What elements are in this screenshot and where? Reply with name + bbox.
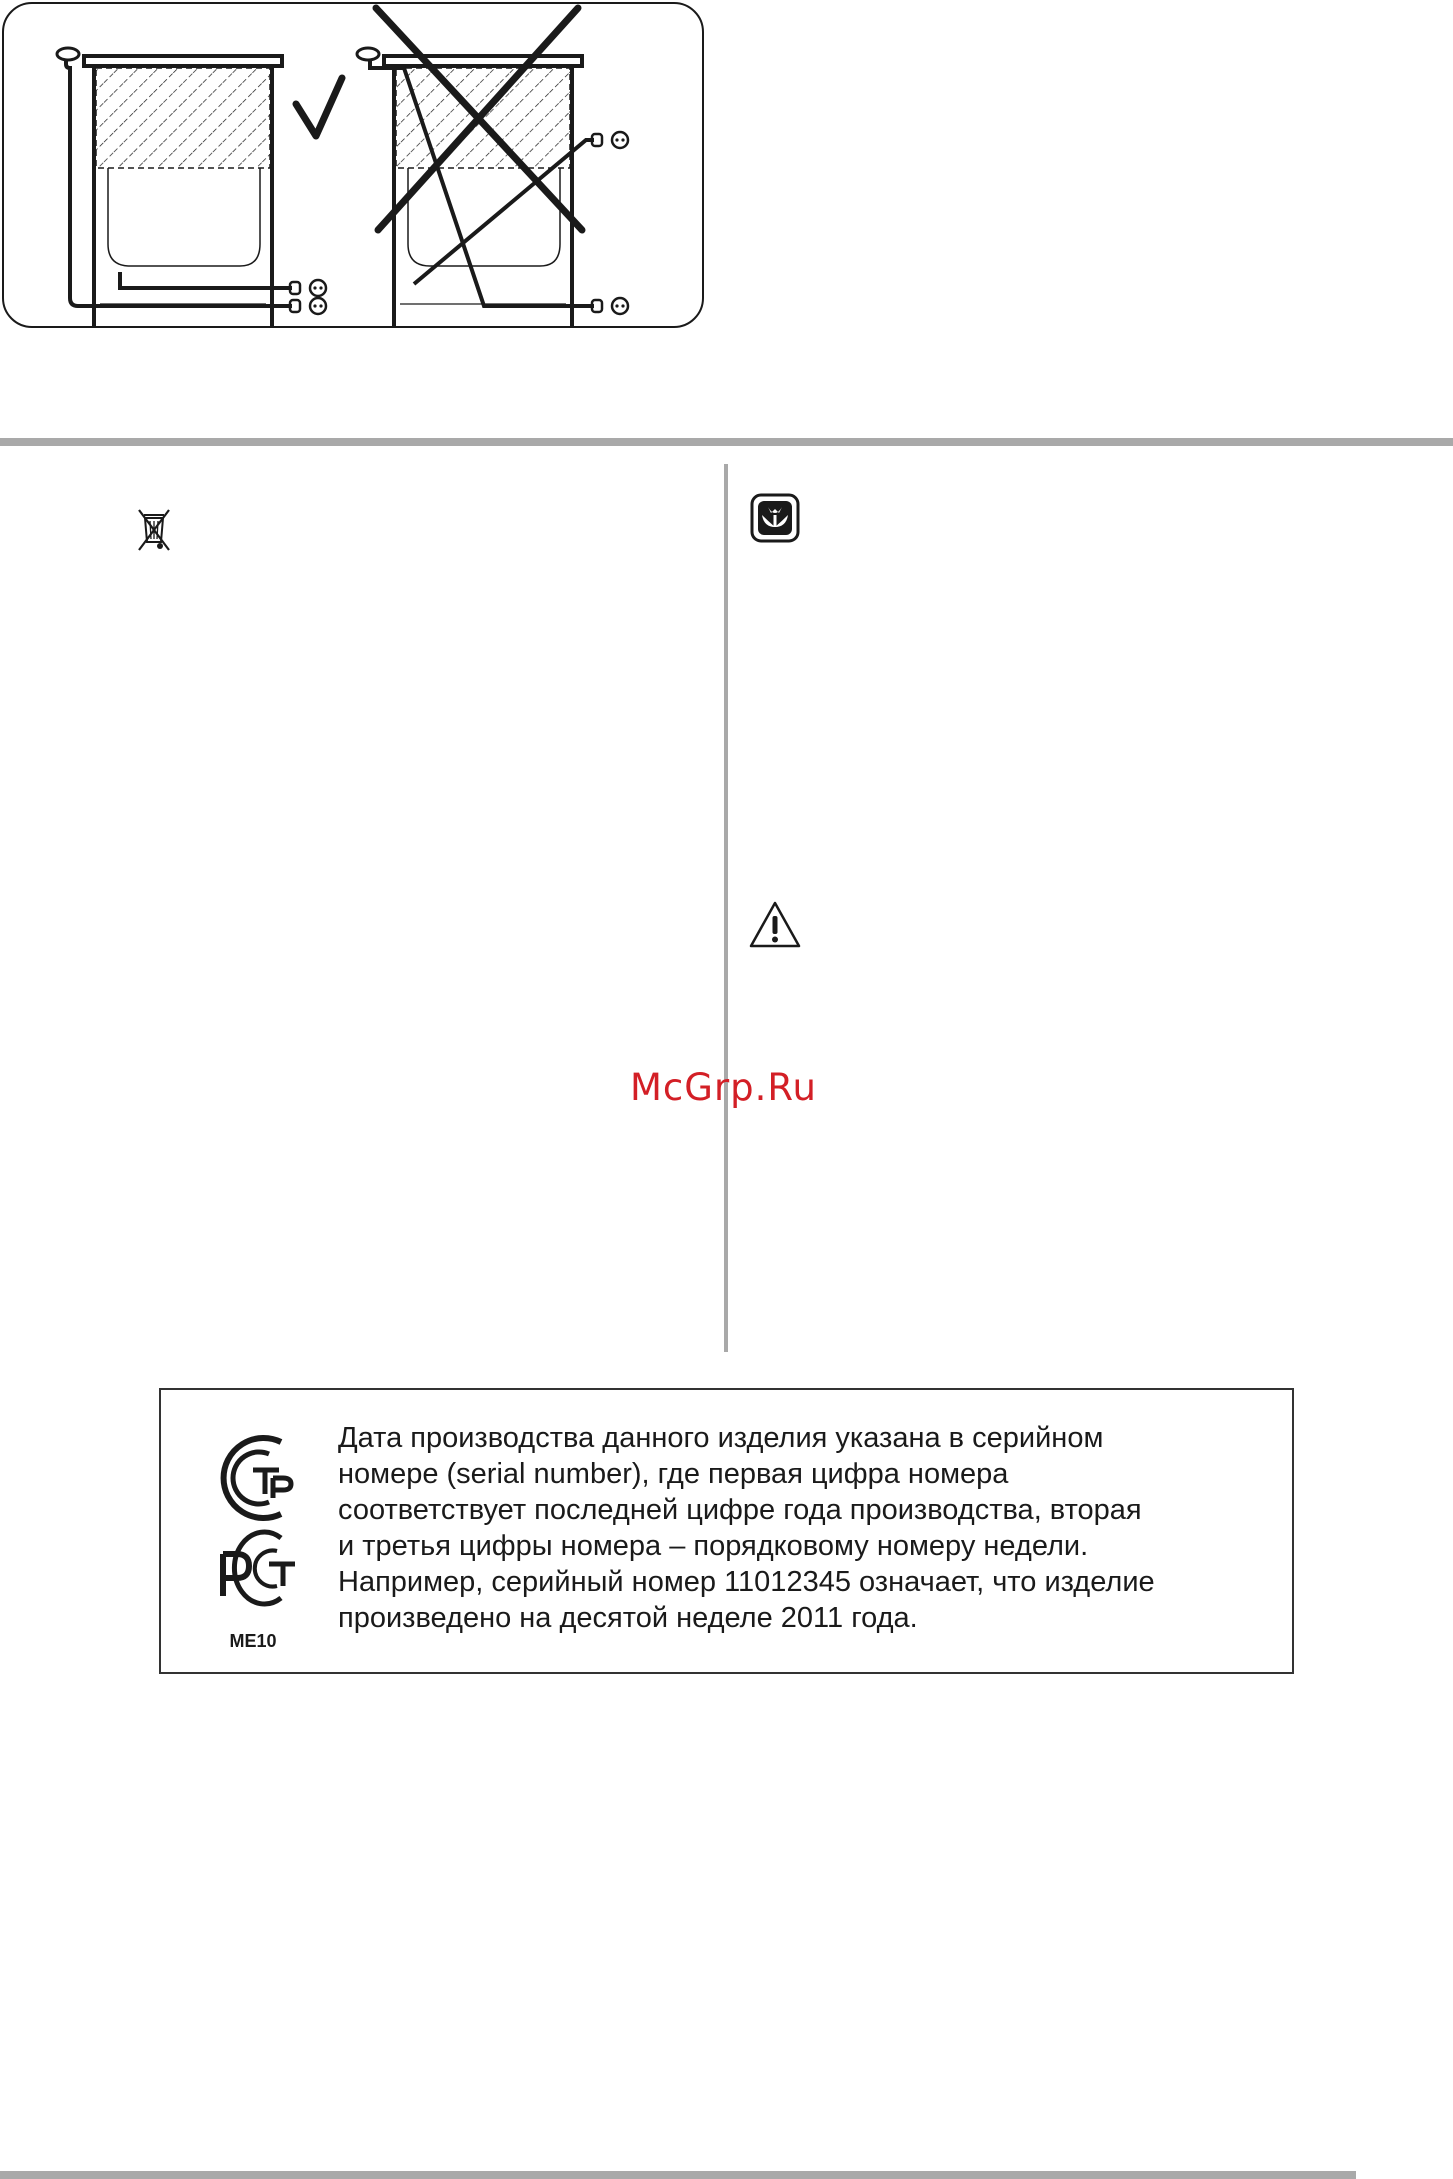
incorrect-installation bbox=[357, 8, 628, 326]
certification-code: ME10 bbox=[229, 1631, 277, 1651]
cable-routing-diagram bbox=[4, 4, 704, 326]
plug-icon bbox=[290, 298, 326, 314]
plug-icon bbox=[290, 280, 326, 296]
crossed-bin-icon bbox=[136, 506, 172, 559]
watermark: McGrp.Ru bbox=[630, 1066, 817, 1109]
production-date-info-box bbox=[159, 1388, 1294, 1674]
info-line: и третья цифры номера – порядковому номеру недели. bbox=[338, 1530, 1089, 1562]
plug-icon bbox=[592, 132, 628, 148]
flower-icon bbox=[750, 493, 800, 548]
installation-illustration bbox=[2, 2, 704, 328]
checkmark-icon bbox=[296, 78, 342, 136]
column-divider bbox=[724, 464, 728, 1352]
info-line: произведено на десятой неделе 2011 года. bbox=[338, 1602, 918, 1634]
production-date-text bbox=[338, 1420, 1268, 1636]
info-line: номере (serial number), где первая цифра номера bbox=[338, 1458, 1009, 1490]
info-line: Дата производства данного изделия указана в серийном bbox=[338, 1422, 1104, 1454]
certification-marks bbox=[203, 1426, 303, 1651]
warning-triangle-icon bbox=[748, 900, 802, 955]
section-divider bbox=[0, 438, 1453, 446]
info-line: Например, серийный номер 11012345 означает, что изделие bbox=[338, 1566, 1155, 1598]
plug-icon bbox=[592, 298, 628, 314]
info-line: соответствует последней цифре года производства, вторая bbox=[338, 1494, 1142, 1526]
correct-installation bbox=[57, 48, 342, 326]
certification-logo bbox=[203, 1426, 303, 1626]
footer-divider bbox=[0, 2171, 1356, 2179]
